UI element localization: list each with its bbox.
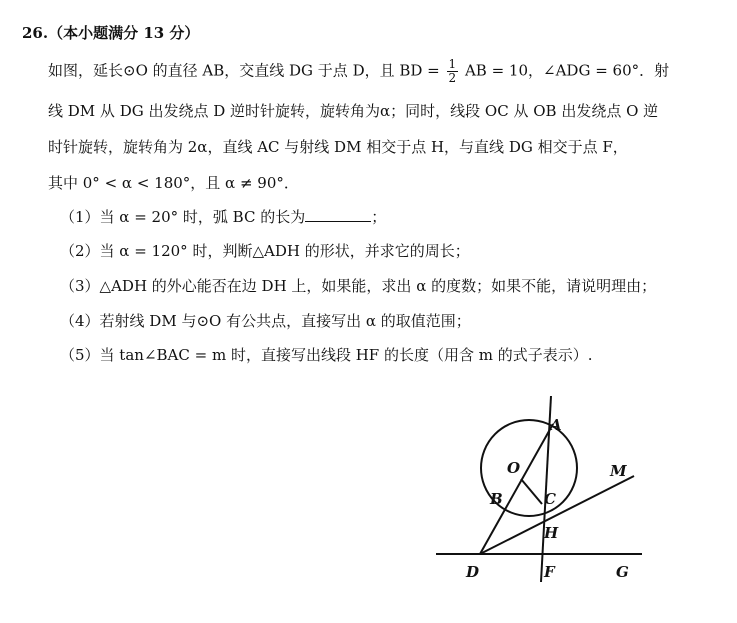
problem-line-3: 时针旋转，旋转角为 2α，直线 AC 与射线 DM 相交于点 H，与直线 DG 相交于点 F， xyxy=(48,138,628,156)
fraction-numerator: 1 xyxy=(448,57,457,71)
fraction-one-half xyxy=(447,58,459,85)
question-1 xyxy=(60,206,386,227)
problem-line-1-start: 如图，延长⊙O 的直径 AB，交直线 DG 于点 D，且 BD = xyxy=(48,61,440,80)
problem-line-1-end: AB = 10，∠ADG = 60°．射 xyxy=(464,61,670,80)
label-a: A xyxy=(550,416,562,434)
label-f: F xyxy=(544,563,555,581)
question-1-end: ； xyxy=(371,208,387,226)
ray-dm xyxy=(480,476,634,554)
segment-oc xyxy=(521,479,542,504)
fraction-denominator: 2 xyxy=(448,71,457,85)
problem-line-2: 线 DM 从 DG 出发绕点 D 逆时针旋转，旋转角为α；同时，线段 OC 从 OB 出发绕点 O 逆 xyxy=(48,102,659,120)
question-4: （4）若射线 DM 与⊙O 有公共点，直接写出 α 的取值范围； xyxy=(60,312,471,330)
label-c: C xyxy=(544,490,556,508)
question-2: （2）当 α = 120° 时，判断△ADH 的形状，并求它的周长； xyxy=(60,242,470,260)
question-5: （5）当 tan∠BAC = m 时，直接写出线段 HF 的长度（用含 m 的式子表示）. xyxy=(60,346,593,364)
problem-line-1 xyxy=(48,57,670,85)
problem-line-4: 其中 0° < α < 180°，且 α ≠ 90°． xyxy=(48,174,299,192)
question-3: （3）△ADH 的外心能否在边 DH 上，如果能，求出 α 的度数；如果不能，请说明理由； xyxy=(60,277,657,295)
label-h: H xyxy=(544,524,559,542)
label-o: O xyxy=(507,459,521,477)
answer-blank[interactable] xyxy=(305,207,371,222)
problem-header: 26.（本小题满分 13 分） xyxy=(22,24,200,42)
question-1-text: （1）当 α = 20° 时，弧 BC 的长为 xyxy=(60,208,306,226)
label-m: M xyxy=(610,462,627,480)
label-b: B xyxy=(490,490,503,508)
label-d: D xyxy=(466,563,480,581)
geometry-figure xyxy=(420,388,660,598)
label-g: G xyxy=(616,563,629,581)
